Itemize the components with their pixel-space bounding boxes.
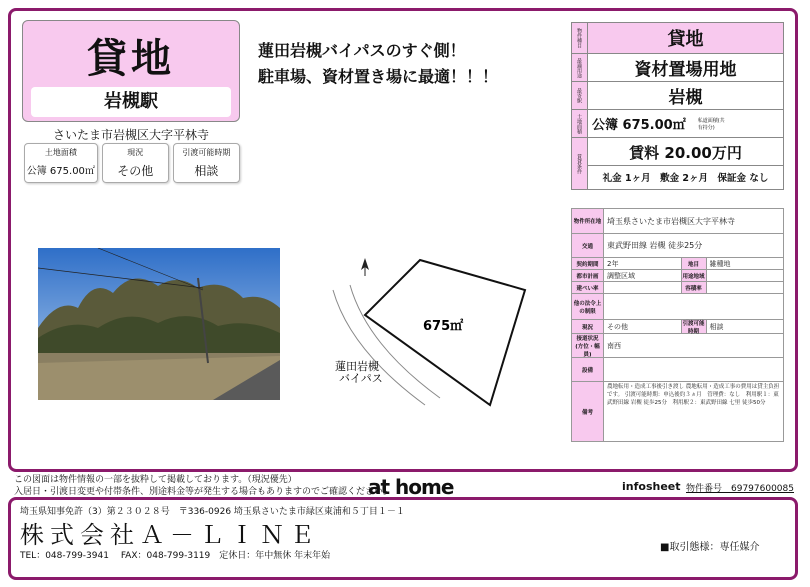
detail-location: 埼玉県さいたま市岩槻区大字平林寺	[607, 216, 735, 226]
detail-land-category: 雑種地	[709, 259, 731, 268]
info-box-handover	[173, 143, 240, 183]
detail-label: 用途地域	[681, 270, 707, 281]
detail-row-plan	[571, 270, 784, 282]
detail-plan: 調整区域	[607, 271, 635, 280]
detail-row-current	[571, 320, 784, 334]
summary-row-rent	[571, 138, 784, 190]
summary-row-area	[571, 110, 784, 138]
summary-rent: 賃料 20.00万円	[588, 140, 783, 166]
info-label: 引渡可能時期	[182, 148, 231, 157]
station-name: 岩槻駅	[31, 87, 231, 117]
info-box-status	[102, 143, 169, 183]
detail-label: 契約期間	[572, 258, 604, 269]
detail-row-other	[571, 294, 784, 320]
info-boxes	[24, 143, 240, 183]
summary-label: 最寄駅	[572, 82, 588, 109]
info-value: その他	[117, 164, 154, 178]
summary-kind: 貸地	[588, 23, 783, 53]
detail-equipment	[604, 358, 783, 381]
company-license: 埼玉県知事免許（3）第２３０２８号 〒336-0926 埼玉県さいたま市緑区東浦和５丁目１－１	[20, 507, 405, 517]
detail-label: 都市計画	[572, 270, 604, 281]
summary-label: 土地面積	[572, 110, 588, 137]
detail-label: 交通	[572, 234, 604, 257]
summary-area-value: 公簿 675.00㎡	[592, 118, 686, 133]
detail-label: 現況	[572, 320, 604, 333]
road-label-1: 蓮田岩槻	[335, 360, 379, 373]
info-box-area	[24, 143, 98, 183]
summary-rent-terms	[588, 138, 783, 189]
detail-label: 他の法令上の制限	[572, 294, 604, 319]
info-value: 相談	[194, 164, 219, 178]
summary-area	[588, 110, 783, 137]
address: さいたま市岩槻区大字平林寺	[52, 128, 209, 142]
detail-label: 容積率	[681, 282, 707, 293]
detail-contract: 2年	[607, 259, 619, 268]
detail-label: 地目	[681, 258, 707, 269]
summary-row-kind	[571, 22, 784, 54]
detail-far	[707, 282, 784, 293]
detail-traffic: 東武野田線 岩槻 徒歩25分	[607, 241, 703, 250]
disclaimer-line-2: 入居日・引渡日変更や付帯条件、別途料金等が発生する場合もありますのでご確認ください。	[14, 487, 393, 497]
info-value: 公簿 675.00㎡	[26, 166, 95, 177]
title-box	[22, 20, 240, 122]
detail-label: 建ぺい率	[572, 282, 604, 293]
catch-line-1: 蓮田岩槻バイパスのすぐ側！	[258, 41, 466, 60]
detail-row-coverage	[571, 282, 784, 294]
property-number: 物件番号 69797600085	[686, 484, 794, 494]
detail-row-traffic	[571, 234, 784, 258]
detail-row-equipment	[571, 358, 784, 382]
catchcopy	[258, 38, 498, 90]
detail-road: 南西	[607, 341, 621, 350]
detail-remarks: 農地転用・造成工事後引き渡し 農地転用・造成工事の費用は貸主負担です。 引渡可能時期：申込後約３ヵ月 管理費：なし 利用駅１：東武野田線 岩槻 徒歩25分 利用駅２：東武野田線 七里 徒歩50分	[607, 384, 780, 406]
summary-label: 賃貸条件	[572, 138, 588, 189]
detail-row-contract	[571, 258, 784, 270]
summary-label: 最適用途	[572, 54, 588, 81]
summary-row-station	[571, 82, 784, 110]
road-label-2: バイパス	[339, 372, 383, 385]
detail-row-remarks	[571, 382, 784, 442]
infosheet-label: infosheet	[622, 480, 681, 493]
company-contact: TEL：048-799-3941 FAX：048-799-3119 定休日：年中無休 年末年始	[20, 551, 331, 561]
summary-table	[571, 22, 784, 190]
detail-label: 接道状況(方位・幅員)	[572, 334, 604, 357]
summary-terms: 礼金 1ヶ月 敷金 2ヶ月 保証金 なし	[602, 172, 769, 184]
catch-line-2: 駐車場、資材置き場に最適！！！	[258, 67, 499, 86]
detail-row-road	[571, 334, 784, 358]
detail-use	[707, 270, 784, 281]
athome-logo: at home	[368, 475, 454, 499]
detail-other	[604, 294, 783, 319]
site-map	[305, 240, 545, 415]
info-label: 現況	[127, 148, 144, 157]
detail-label: 設備	[572, 358, 604, 381]
summary-use: 資材置場用地	[634, 60, 737, 80]
north-arrow-icon	[361, 258, 369, 276]
info-label: 土地面積	[44, 148, 77, 157]
detail-current: その他	[607, 322, 628, 331]
disclaimer	[14, 474, 392, 498]
detail-handover: 相談	[709, 322, 724, 331]
disclaimer-line-1: この図面は物件情報の一部を抜粋して掲載しております。（現況優先）	[14, 475, 297, 485]
detail-label: 物件所在地	[572, 209, 604, 233]
summary-label: 物件種目	[572, 23, 588, 53]
summary-row-use	[571, 54, 784, 82]
detail-row-location	[571, 208, 784, 234]
transaction-mode: ■取引態様：専任媒介	[660, 542, 760, 553]
site-photo	[38, 248, 280, 400]
company-name: 株式会社Ａ－ＬＩＮＥ	[20, 521, 320, 549]
detail-label: 備考	[572, 382, 604, 441]
detail-coverage	[604, 282, 681, 293]
plot-area-label: 675㎡	[423, 319, 464, 334]
detail-table	[571, 208, 784, 442]
summary-area-sub: 私道面積(共有持分)	[697, 117, 725, 131]
detail-label: 引渡可能時期	[682, 320, 705, 335]
summary-station: 岩槻	[668, 88, 703, 108]
property-kind: 貸地	[87, 36, 175, 82]
